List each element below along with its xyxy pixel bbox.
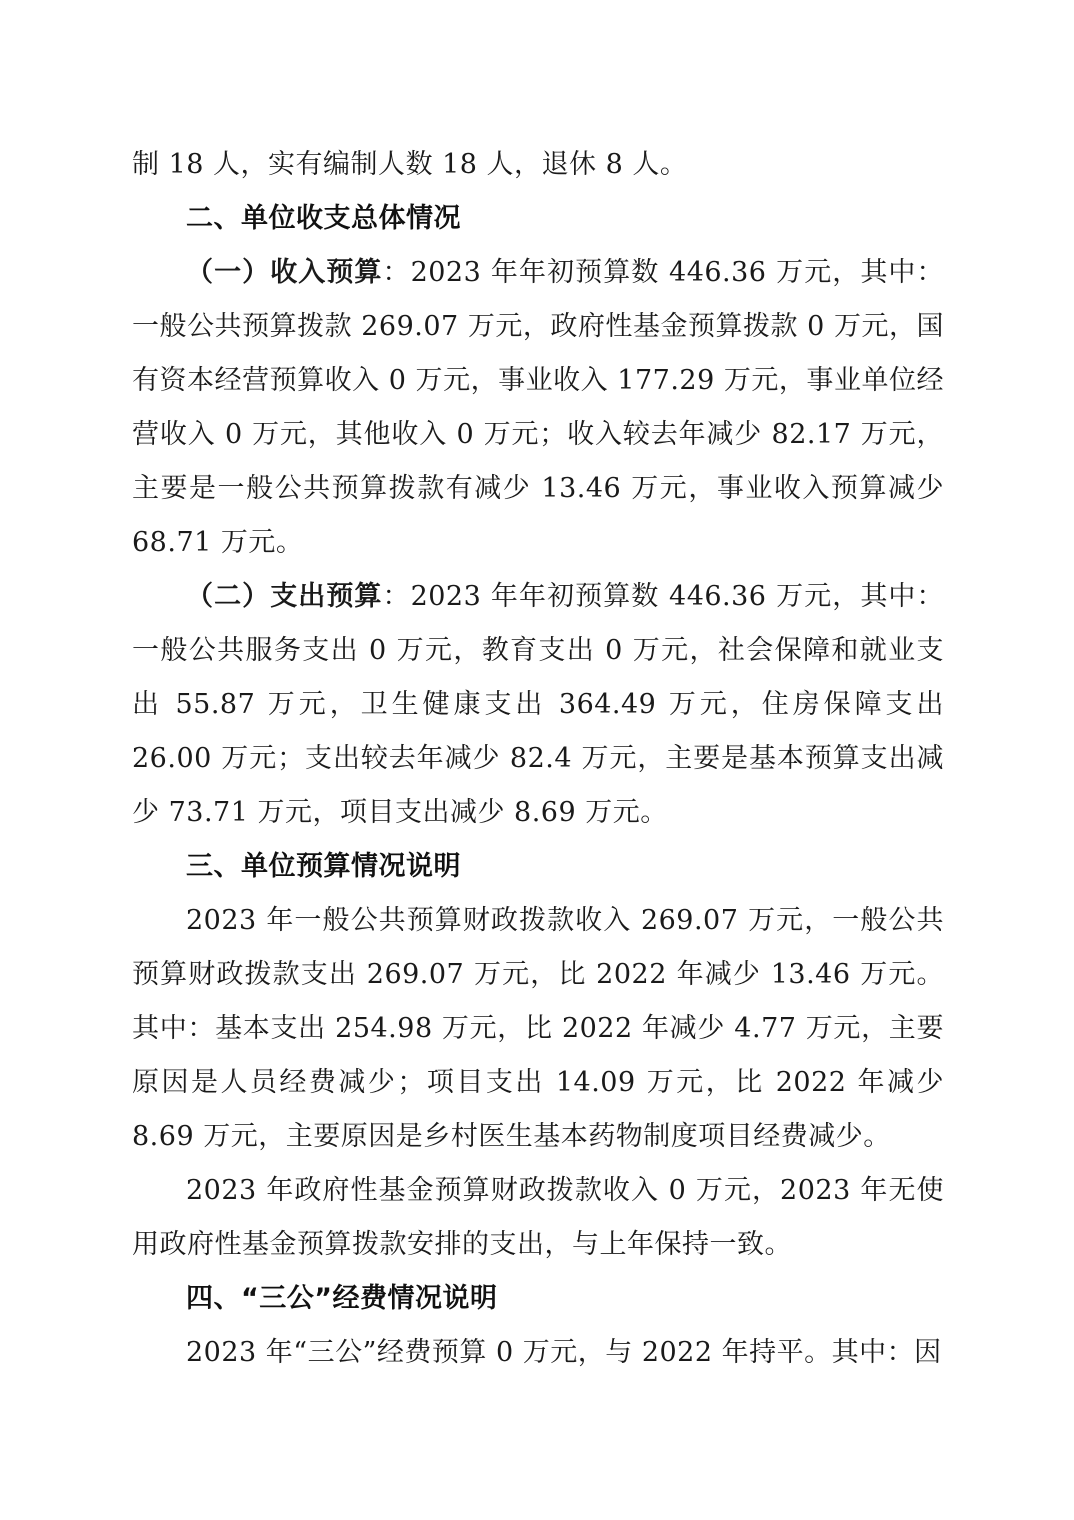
section-heading-income-expense-overview: 二、单位收支总体情况 xyxy=(186,203,461,234)
paragraph-expense-budget xyxy=(132,570,944,840)
paragraph-three-public-expenses: 2023 年“三公”经费预算 0 万元，与 2022 年持平。其中：因 xyxy=(186,1337,942,1368)
income-budget-text: ：2023 年年初预算数 446.36 万元，其中：一般公共预算拨款 269.07 万元，政府性基金预算拨款 0 万元，国有资本经营预算收入 0 万元，事业收入 177.29 万元，事业单位经营收入 0 万元，其他收入 0 万元；收入较去年减少 82.17 万元，主要是一般公共预算拨款有减少 13.46 万元，事业收入预算减少 68.71 万元。 xyxy=(132,257,944,558)
paragraph-general-budget: 2023 年一般公共预算财政拨款收入 269.07 万元，一般公共预算财政拨款支出 269.07 万元，比 2022 年减少 13.46 万元。其中：基本支出 254.98 万元，比 2022 年减少 4.77 万元，主要原因是人员经费减少；项目支出 14.09 万元，比 2022 年减少 8.69 万元，主要原因是乡村医生基本药物制度项目经费减少。 xyxy=(132,905,944,1152)
section-heading-budget-explanation: 三、单位预算情况说明 xyxy=(186,851,461,882)
document-body xyxy=(132,138,944,1380)
paragraph-income-budget xyxy=(132,246,944,570)
paragraph-staffing-continuation: 制 18 人，实有编制人数 18 人，退休 8 人。 xyxy=(132,149,688,180)
section-heading-three-public-expenses: 四、“三公”经费情况说明 xyxy=(186,1283,498,1314)
income-budget-lead: （一）收入预算 xyxy=(186,257,383,288)
expense-budget-text: ：2023 年年初预算数 446.36 万元，其中：一般公共服务支出 0 万元，教育支出 0 万元，社会保障和就业支出 55.87 万元，卫生健康支出 364.49 万元，住房保障支出 26.00 万元；支出较去年减少 82.4 万元，主要是基本预算支出减少 73.71 万元，项目支出减少 8.69 万元。 xyxy=(132,581,944,828)
paragraph-government-fund-budget: 2023 年政府性基金预算财政拨款收入 0 万元，2023 年无使用政府性基金预算拨款安排的支出，与上年保持一致。 xyxy=(132,1175,944,1260)
expense-budget-lead: （二）支出预算 xyxy=(186,581,383,612)
